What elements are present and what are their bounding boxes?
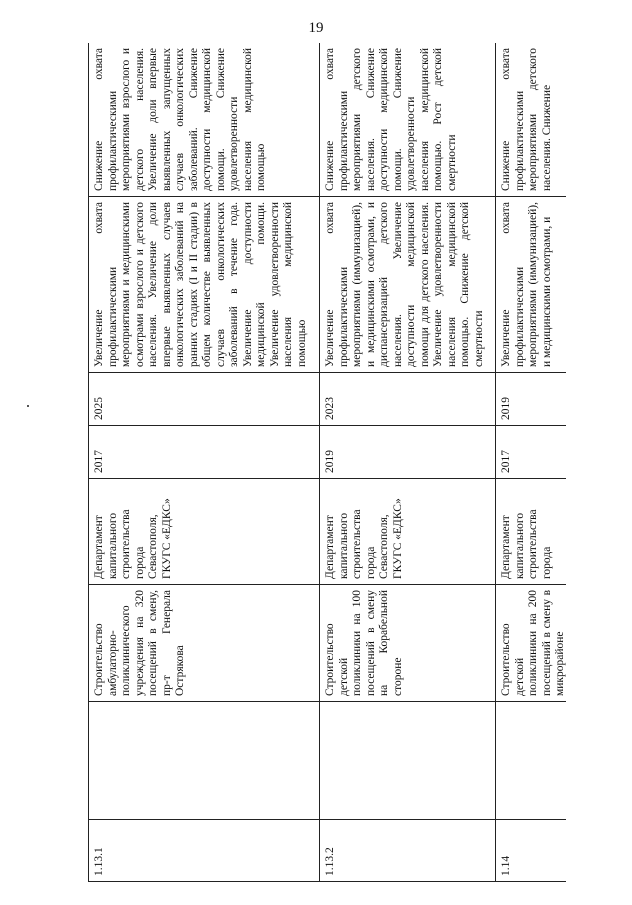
responsible-cell: Департамент капитального строительства города Севастополя, ГКУГС «ЕДКС» (89, 479, 320, 585)
row-index-cell: 1.14 (496, 820, 567, 882)
object-cell: Строительство детской поликлиники на 100 посещений в смену на Корабельной стороне (320, 585, 496, 702)
responsible-cell: Департамент капитального строительства города (496, 479, 567, 585)
end-year-cell: 2019 (496, 373, 567, 426)
page-number: 19 (308, 20, 324, 36)
object-cell: Строительство амбулаторно-поликлинического учреждения на 320 посещений в смену, пр-т Генерала Острякова (89, 585, 320, 702)
start-year-cell: 2017 (89, 426, 320, 479)
row-index-cell: 1.13.1 (89, 820, 320, 882)
rotated-table-container (88, 43, 566, 882)
program-measures-table (88, 43, 566, 882)
start-year-cell: 2019 (320, 426, 496, 479)
end-year-cell: 2023 (320, 373, 496, 426)
results-cell: Увеличение охвата профилактическими мероприятиями (иммунизацией), и медицинскими осмотрами, и диспансеризацией детского населения. Увеличение доступности медицинской помощи для детского населения. Увеличение удовлетворенности населения медицинской помощью. Снижение детской смертности (320, 197, 496, 373)
empty-cell (320, 702, 496, 820)
end-year-cell: 2025 (89, 373, 320, 426)
results-cell: Увеличение охвата профилактическими мероприятиями (иммунизацией), и медицинскими осмотрами, и (496, 197, 567, 373)
scan-speck (27, 405, 29, 407)
results-cell: Увеличение охвата профилактическими мероприятиями и медицинскими осмотрами взрослого и детского населения. Увеличение доли впервые выявленных случаев онкологических заболеваний на ранних стадиях (I и II стадии) в общем количестве выявленных случаев онкологических заболеваний в течение года. Увеличение доступности медицинской помощи. Увеличение удовлетворенности населения медицинской помощью (89, 197, 320, 373)
effects-cell: Снижение охвата профилактическими мероприятиями детского населения. Снижение доступности медицинской помощи. Снижение удовлетворенности населения медицинской помощью. Рост детской смертности (320, 43, 496, 197)
row-index-cell: 1.13.2 (320, 820, 496, 882)
table-row (89, 43, 320, 882)
table-row (320, 43, 496, 882)
empty-cell (89, 702, 320, 820)
object-cell: Строительство детской поликлиники на 200 посещений в смену в микрорайоне (496, 585, 567, 702)
landscape-table-wrapper (88, 43, 566, 882)
responsible-cell: Департамент капитального строительства города Севастополя, ГКУГС «ЕДКС» (320, 479, 496, 585)
empty-cell (496, 702, 567, 820)
table-row (496, 43, 567, 882)
effects-cell: Снижение охвата профилактическими мероприятиями взрослого и детского населения. Увеличение доли впервые выявленных запущенных случаев онкологических заболеваний. Снижение доступности медицинской помощи. Снижение удовлетворенности населения медицинской помощью (89, 43, 320, 197)
effects-cell: Снижение охвата профилактическими мероприятиями детского населения. Снижение (496, 43, 567, 197)
start-year-cell: 2017 (496, 426, 567, 479)
